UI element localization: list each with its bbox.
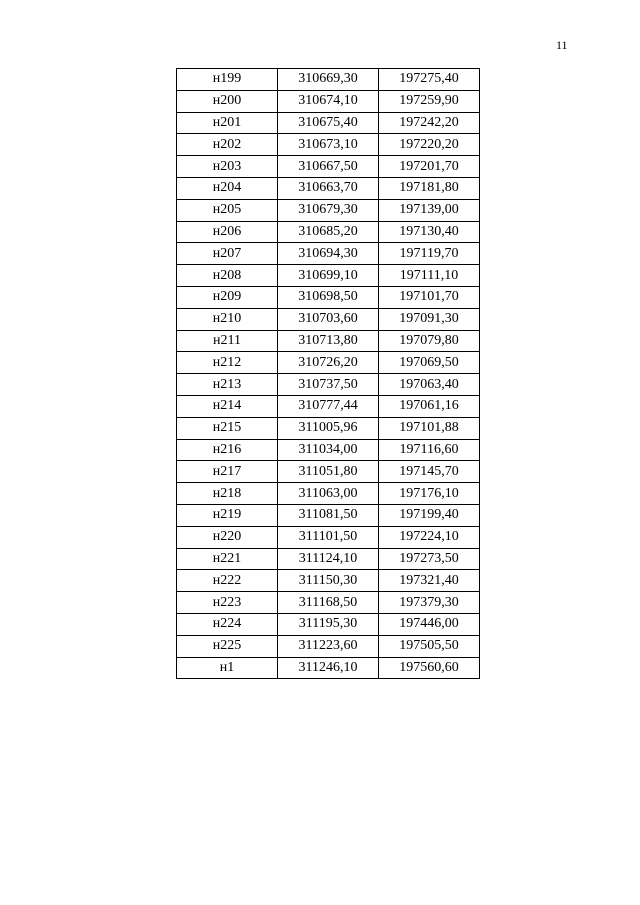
table-row <box>177 221 480 243</box>
table-row <box>177 461 480 483</box>
x-coordinate-cell: 311150,30 <box>278 570 379 592</box>
y-coordinate-cell: 197063,40 <box>379 374 480 396</box>
x-coordinate-cell: 310667,50 <box>278 156 379 178</box>
y-coordinate-cell: 197079,80 <box>379 330 480 352</box>
x-coordinate-cell: 311034,00 <box>278 439 379 461</box>
table-row <box>177 439 480 461</box>
x-coordinate-cell: 310675,40 <box>278 112 379 134</box>
y-coordinate-cell: 197220,20 <box>379 134 480 156</box>
x-coordinate-cell: 311063,00 <box>278 483 379 505</box>
point-id-cell: н218 <box>177 483 278 505</box>
x-coordinate-cell: 310777,44 <box>278 395 379 417</box>
x-coordinate-cell: 310673,10 <box>278 134 379 156</box>
x-coordinate-cell: 311081,50 <box>278 504 379 526</box>
point-id-cell: н208 <box>177 265 278 287</box>
coordinates-table-body <box>177 69 480 679</box>
x-coordinate-cell: 310679,30 <box>278 199 379 221</box>
table-row <box>177 657 480 679</box>
point-id-cell: н204 <box>177 177 278 199</box>
y-coordinate-cell: 197446,00 <box>379 613 480 635</box>
point-id-cell: н219 <box>177 504 278 526</box>
page-number: 11 <box>556 38 568 52</box>
point-id-cell: н200 <box>177 90 278 112</box>
point-id-cell: н215 <box>177 417 278 439</box>
table-row <box>177 90 480 112</box>
y-coordinate-cell: 197181,80 <box>379 177 480 199</box>
y-coordinate-cell: 197275,40 <box>379 69 480 91</box>
table-row <box>177 526 480 548</box>
table-row <box>177 308 480 330</box>
point-id-cell: н223 <box>177 592 278 614</box>
y-coordinate-cell: 197259,90 <box>379 90 480 112</box>
y-coordinate-cell: 197321,40 <box>379 570 480 592</box>
table-row <box>177 395 480 417</box>
table-row <box>177 286 480 308</box>
table-row <box>177 112 480 134</box>
x-coordinate-cell: 311101,50 <box>278 526 379 548</box>
y-coordinate-cell: 197560,60 <box>379 657 480 679</box>
y-coordinate-cell: 197101,88 <box>379 417 480 439</box>
x-coordinate-cell: 310685,20 <box>278 221 379 243</box>
point-id-cell: н214 <box>177 395 278 417</box>
point-id-cell: н220 <box>177 526 278 548</box>
table-row <box>177 417 480 439</box>
table-row <box>177 483 480 505</box>
table-row <box>177 177 480 199</box>
point-id-cell: н207 <box>177 243 278 265</box>
x-coordinate-cell: 310703,60 <box>278 308 379 330</box>
point-id-cell: н205 <box>177 199 278 221</box>
point-id-cell: н1 <box>177 657 278 679</box>
point-id-cell: н201 <box>177 112 278 134</box>
x-coordinate-cell: 310694,30 <box>278 243 379 265</box>
point-id-cell: н209 <box>177 286 278 308</box>
y-coordinate-cell: 197119,70 <box>379 243 480 265</box>
x-coordinate-cell: 310698,50 <box>278 286 379 308</box>
point-id-cell: н224 <box>177 613 278 635</box>
x-coordinate-cell: 310669,30 <box>278 69 379 91</box>
y-coordinate-cell: 197176,10 <box>379 483 480 505</box>
y-coordinate-cell: 197379,30 <box>379 592 480 614</box>
point-id-cell: н213 <box>177 374 278 396</box>
y-coordinate-cell: 197116,60 <box>379 439 480 461</box>
table-row <box>177 374 480 396</box>
table-row <box>177 265 480 287</box>
x-coordinate-cell: 310663,70 <box>278 177 379 199</box>
table-row <box>177 69 480 91</box>
table-row <box>177 243 480 265</box>
x-coordinate-cell: 311195,30 <box>278 613 379 635</box>
table-row <box>177 134 480 156</box>
y-coordinate-cell: 197101,70 <box>379 286 480 308</box>
point-id-cell: н225 <box>177 635 278 657</box>
point-id-cell: н217 <box>177 461 278 483</box>
y-coordinate-cell: 197201,70 <box>379 156 480 178</box>
x-coordinate-cell: 311124,10 <box>278 548 379 570</box>
table-row <box>177 570 480 592</box>
y-coordinate-cell: 197242,20 <box>379 112 480 134</box>
point-id-cell: н206 <box>177 221 278 243</box>
point-id-cell: н222 <box>177 570 278 592</box>
point-id-cell: н216 <box>177 439 278 461</box>
x-coordinate-cell: 310713,80 <box>278 330 379 352</box>
y-coordinate-cell: 197061,16 <box>379 395 480 417</box>
table-row <box>177 156 480 178</box>
point-id-cell: н203 <box>177 156 278 178</box>
x-coordinate-cell: 311223,60 <box>278 635 379 657</box>
table-row <box>177 330 480 352</box>
table-row <box>177 352 480 374</box>
x-coordinate-cell: 310726,20 <box>278 352 379 374</box>
y-coordinate-cell: 197505,50 <box>379 635 480 657</box>
table-row <box>177 504 480 526</box>
point-id-cell: н210 <box>177 308 278 330</box>
x-coordinate-cell: 311005,96 <box>278 417 379 439</box>
point-id-cell: н212 <box>177 352 278 374</box>
coordinates-table <box>176 68 480 679</box>
y-coordinate-cell: 197130,40 <box>379 221 480 243</box>
point-id-cell: н211 <box>177 330 278 352</box>
x-coordinate-cell: 311051,80 <box>278 461 379 483</box>
table-row <box>177 592 480 614</box>
y-coordinate-cell: 197091,30 <box>379 308 480 330</box>
y-coordinate-cell: 197139,00 <box>379 199 480 221</box>
point-id-cell: н221 <box>177 548 278 570</box>
table-row <box>177 199 480 221</box>
table-row <box>177 635 480 657</box>
point-id-cell: н199 <box>177 69 278 91</box>
y-coordinate-cell: 197199,40 <box>379 504 480 526</box>
x-coordinate-cell: 311168,50 <box>278 592 379 614</box>
y-coordinate-cell: 197111,10 <box>379 265 480 287</box>
x-coordinate-cell: 310737,50 <box>278 374 379 396</box>
x-coordinate-cell: 310699,10 <box>278 265 379 287</box>
y-coordinate-cell: 197273,50 <box>379 548 480 570</box>
table-row <box>177 613 480 635</box>
x-coordinate-cell: 310674,10 <box>278 90 379 112</box>
x-coordinate-cell: 311246,10 <box>278 657 379 679</box>
point-id-cell: н202 <box>177 134 278 156</box>
y-coordinate-cell: 197224,10 <box>379 526 480 548</box>
y-coordinate-cell: 197145,70 <box>379 461 480 483</box>
table-row <box>177 548 480 570</box>
y-coordinate-cell: 197069,50 <box>379 352 480 374</box>
